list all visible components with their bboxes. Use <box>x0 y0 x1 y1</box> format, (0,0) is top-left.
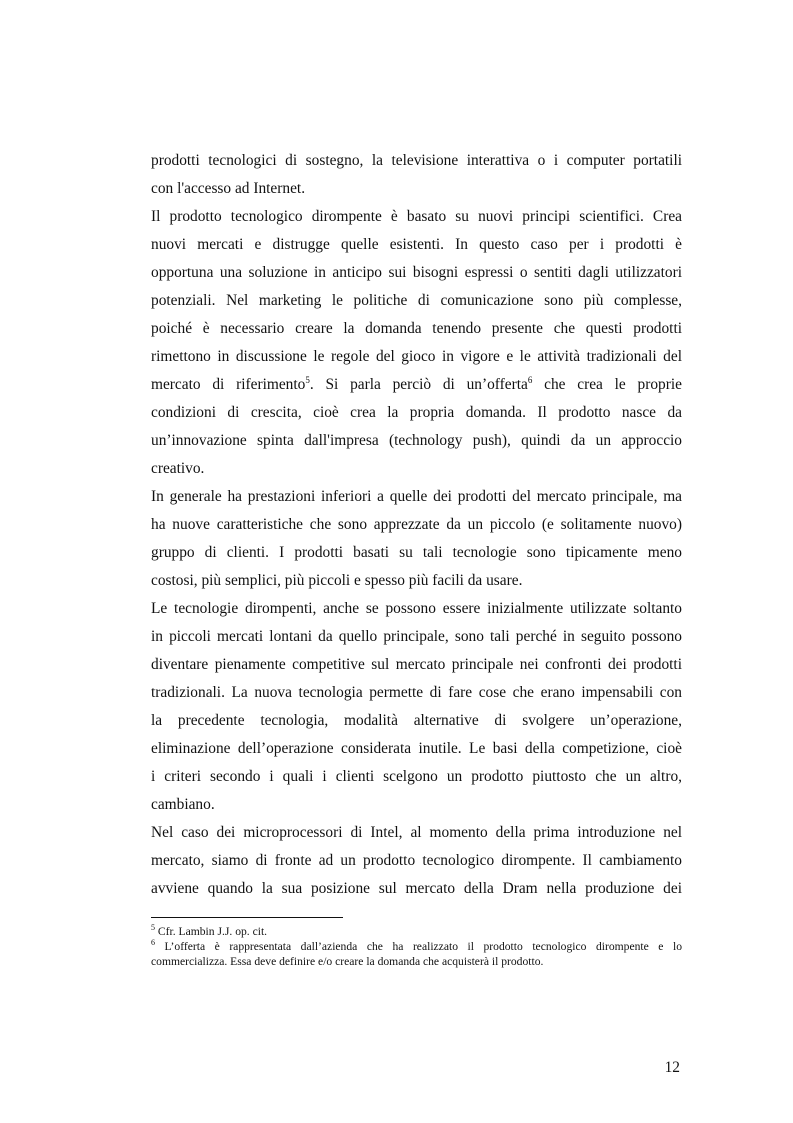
text-line-with-footnote-refs <box>151 371 682 399</box>
text-segment: . Si parla perciò di un’offerta <box>309 376 528 393</box>
text-line: prodotti tecnologici di sostegno, la televisione interattiva o i computer portatili <box>151 152 682 169</box>
footnote-ref-6: 6 <box>527 374 533 385</box>
text-segment: mercato di riferimento <box>151 376 306 393</box>
text-line: Le tecnologie dirompenti, anche se possono essere inizialmente utilizzate soltanto <box>151 600 682 617</box>
text-line: tradizionali. La nuova tecnologia permette di fare cose che erano impensabili con <box>151 684 682 701</box>
footnote-separator <box>151 917 343 918</box>
body-text <box>151 147 682 903</box>
text-line: cambiano. <box>151 796 215 813</box>
footnote-5 <box>151 924 682 939</box>
text-line: eliminazione dell’operazione considerata inutile. Le basi della competizione, cioè <box>151 740 682 757</box>
footnote-ref-5: 5 <box>305 374 310 385</box>
text-line: creativo. <box>151 460 205 477</box>
text-segment: che crea le proprie <box>532 376 682 393</box>
footnote-6-continuation: commercializza. Essa deve definire e/o creare la domanda che acquisterà il prodotto. <box>151 955 544 968</box>
text-line: opportuna una soluzione in anticipo sui bisogni espressi o sentiti dagli utilizzatori <box>151 264 682 281</box>
text-line: un’innovazione spinta dall'impresa (technology push), quindi da un approccio <box>151 432 682 449</box>
text-line: nuovi mercati e distrugge quelle esistenti. In questo caso per i prodotti è <box>151 236 682 253</box>
text-line: diventare pienamente competitive sul mercato principale nei confronti dei prodotti <box>151 656 682 673</box>
text-line: condizioni di crescita, cioè crea la propria domanda. Il prodotto nasce da <box>151 404 682 421</box>
text-line: poiché è necessario creare la domanda tenendo presente che questi prodotti <box>151 320 682 337</box>
text-line: Il prodotto tecnologico dirompente è basato su nuovi principi scientifici. Crea <box>151 208 682 225</box>
text-line: potenziali. Nel marketing le politiche di comunicazione sono più complesse, <box>151 292 682 309</box>
footnote-text: L’offerta è rappresentata dall’azienda che ha realizzato il prodotto tecnologico dirompente e lo <box>155 940 682 953</box>
text-line: rimettono in discussione le regole del gioco in vigore e le attività tradizionali del <box>151 348 682 365</box>
footnote-6 <box>151 939 682 954</box>
text-line: Nel caso dei microprocessori di Intel, al momento della prima introduzione nel <box>151 824 682 841</box>
footnote-mark: 6 <box>151 938 155 948</box>
text-line: la precedente tecnologia, modalità alternative di svolgere un’operazione, <box>151 712 682 729</box>
text-line: mercato, siamo di fronte ad un prodotto tecnologico dirompente. Il cambiamento <box>151 852 682 869</box>
text-line: avviene quando la sua posizione sul mercato della Dram nella produzione dei <box>151 880 682 897</box>
footnotes <box>151 924 682 969</box>
footnote-text: Cfr. Lambin J.J. op. cit. <box>155 925 268 938</box>
page-number: 12 <box>664 1059 680 1076</box>
text-line: con l'accesso ad Internet. <box>151 180 306 197</box>
text-line: costosi, più semplici, più piccoli e spesso più facili da usare. <box>151 572 523 589</box>
text-line: gruppo di clienti. I prodotti basati su tali tecnologie sono tipicamente meno <box>151 544 682 561</box>
text-line: In generale ha prestazioni inferiori a quelle dei prodotti del mercato principale, ma <box>151 488 682 505</box>
text-line: in piccoli mercati lontani da quello principale, sono tali perché in seguito possono <box>151 628 682 645</box>
text-line: ha nuove caratteristiche che sono apprezzate da un piccolo (e solitamente nuovo) <box>151 516 682 533</box>
text-line: i criteri secondo i quali i clienti scelgono un prodotto piuttosto che un altro, <box>151 768 682 785</box>
footnote-mark: 5 <box>151 923 155 933</box>
